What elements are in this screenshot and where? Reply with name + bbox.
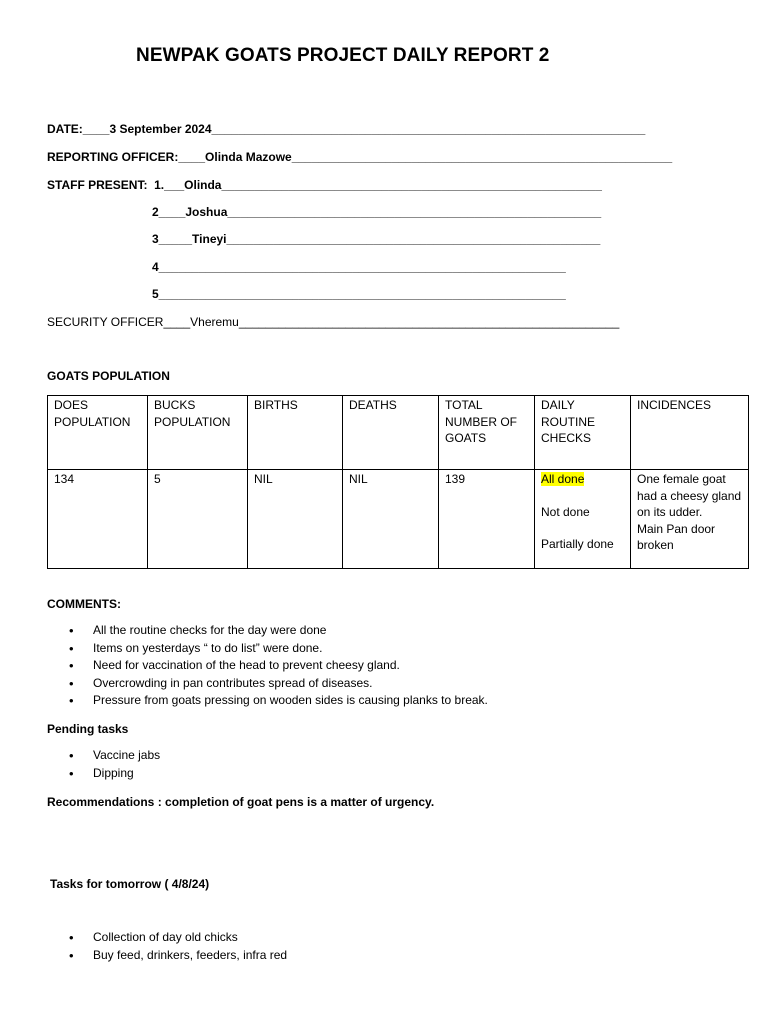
report-title: NEWPAK GOATS PROJECT DAILY REPORT 2: [136, 45, 550, 66]
goats-population-table: [47, 395, 749, 569]
staff-present-line-2: 2____Joshua________________________________________________________: [152, 205, 602, 219]
cell-deaths: NIL: [343, 470, 439, 569]
table-row: [48, 470, 749, 569]
incidence-2: Main Pan door broken: [637, 521, 716, 552]
col-header-checks: DAILY ROUTINE CHECKS: [535, 396, 631, 470]
col-header-bucks: BUCKS POPULATION: [148, 396, 248, 470]
cell-total: 139: [439, 470, 535, 569]
staff-present-line-3: 3_____Tineyi________________________________________________________: [152, 232, 601, 246]
staff-present-line-1: STAFF PRESENT: 1.___Olinda_________________________________________________________: [47, 178, 602, 192]
list-item: • All the routine checks for the day were done: [47, 622, 488, 640]
cell-does: 134: [48, 470, 148, 569]
col-header-deaths: DEATHS: [343, 396, 439, 470]
tasks-tomorrow-list: [47, 929, 287, 964]
list-item: • Vaccine jabs: [47, 747, 160, 765]
list-item: • Pressure from goats pressing on wooden sides is causing planks to break.: [47, 692, 488, 710]
security-officer-line: SECURITY OFFICER____Vheremu_________________________________________________________: [47, 315, 620, 329]
tasks-tomorrow-heading: Tasks for tomorrow ( 4/8/24): [50, 877, 210, 891]
col-header-total: TOTAL NUMBER OF GOATS: [439, 396, 535, 470]
cell-bucks: 5: [148, 470, 248, 569]
recommendations: Recommendations : completion of goat pens is a matter of urgency.: [47, 795, 435, 809]
incidence-1: One female goat had a cheesy gland on its udder.: [637, 472, 742, 519]
col-header-does: DOES POPULATION: [48, 396, 148, 470]
cell-checks: [535, 470, 631, 569]
pending-tasks-heading: Pending tasks: [47, 722, 129, 736]
date-line: DATE:____3 September 2024_________________________________________________________________: [47, 122, 646, 136]
list-item: • Collection of day old chicks: [47, 929, 287, 947]
goats-population-heading: GOATS POPULATION: [47, 369, 170, 383]
list-item: • Buy feed, drinkers, feeders, infra red: [47, 947, 287, 965]
cell-incidences: [631, 470, 749, 569]
list-item: • Items on yesterdays “ to do list” were done.: [47, 640, 488, 658]
pending-tasks-list: [47, 747, 160, 782]
list-item: • Overcrowding in pan contributes spread of diseases.: [47, 675, 488, 693]
table-header-row: [48, 396, 749, 470]
comments-list: [47, 622, 488, 710]
col-header-births: BIRTHS: [248, 396, 343, 470]
staff-present-line-4: 4_____________________________________________________________: [152, 260, 566, 274]
list-item: • Need for vaccination of the head to prevent cheesy gland.: [47, 657, 488, 675]
list-item: • Dipping: [47, 765, 160, 783]
checks-partially-done: Partially done: [541, 537, 614, 551]
reporting-officer-line: REPORTING OFFICER:____Olinda Mazowe_________________________________________________________: [47, 150, 673, 164]
checks-not-done: Not done: [541, 504, 590, 519]
checks-all-done: All done: [541, 472, 585, 486]
staff-present-line-5: 5_____________________________________________________________: [152, 287, 566, 301]
cell-births: NIL: [248, 470, 343, 569]
col-header-incidences: INCIDENCES: [631, 396, 749, 470]
comments-heading: COMMENTS:: [47, 597, 121, 611]
